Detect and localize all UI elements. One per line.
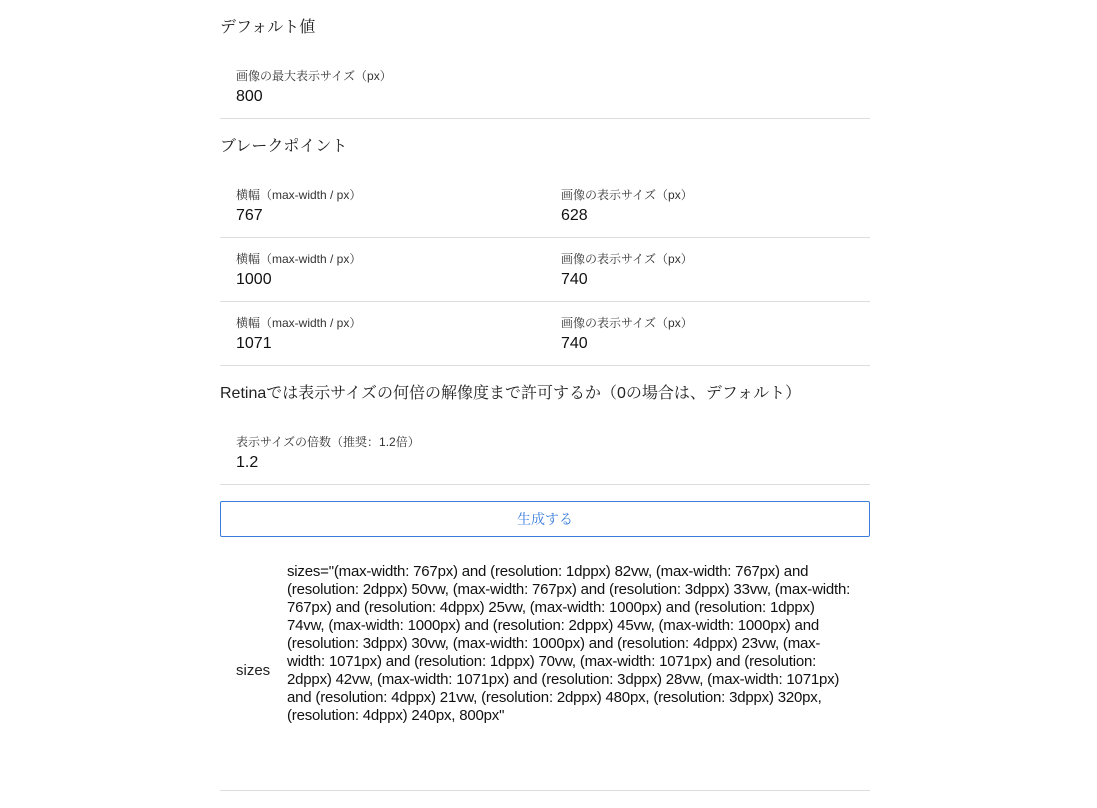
- width-label: 横幅（max-width / px）: [236, 188, 362, 202]
- settings-form: [220, 0, 870, 537]
- max-size-field: [220, 55, 870, 119]
- size-label: 画像の表示サイズ（px）: [561, 188, 693, 202]
- size-label: 画像の表示サイズ（px）: [561, 252, 693, 266]
- output-textarea[interactable]: sizes="(max-width: 767px) and (resolution: 1dppx) 82vw, (max-width: 767px) and (resolution: 2dppx) 50vw, (max-width: 767px) and (resolution: 3dppx) 33vw, (max-width: 767px) and (resolution: 4dppx) 25vw, (max-width: 1000px) and (resolution: 1dppx) 74vw, (max-width: 1000px) and (resolution: 2dppx) 45vw, (max-width: 1000px) and (resolution: 3dppx) 30vw, (max-width: 1000px) and (resolution: 4dppx) 23vw, (max-width: 1071px) and (resolution: 1dppx) 70vw, (max-width: 1071px) and (resolution: 2dppx) 42vw, (max-width: 1071px) and (resolution: 3dppx) 28vw, (max-width: 1071px) and (resolution: 4dppx) 21vw, (resolution: 2dppx) 480px, (resolution: 3dppx) 320px, (resolution: 4dppx) 240px, 800px": [287, 563, 851, 724]
- output-label: sizes: [236, 662, 271, 679]
- defaults-heading: デフォルト値: [220, 19, 316, 36]
- max-size-input[interactable]: [236, 88, 516, 106]
- breakpoint-row: [220, 238, 870, 302]
- size-input[interactable]: [561, 271, 841, 289]
- breakpoints-heading: ブレークポイント: [220, 138, 348, 155]
- size-label: 画像の表示サイズ（px）: [561, 316, 693, 330]
- max-size-label: 画像の最大表示サイズ（px）: [236, 69, 392, 83]
- width-label: 横幅（max-width / px）: [236, 316, 362, 330]
- size-input[interactable]: [561, 207, 841, 225]
- width-input[interactable]: [236, 335, 516, 353]
- retina-input[interactable]: [236, 454, 516, 472]
- retina-heading: Retinaでは表示サイズの何倍の解像度まで許可するか（0の場合は、デフォルト）: [220, 385, 802, 402]
- generate-button[interactable]: 生成する: [220, 501, 870, 537]
- output-section: [220, 550, 870, 791]
- retina-field: [220, 421, 870, 485]
- breakpoint-row: [220, 302, 870, 366]
- width-input[interactable]: [236, 271, 516, 289]
- retina-label: 表示サイズの倍数（推奨：1.2倍）: [236, 435, 420, 449]
- width-label: 横幅（max-width / px）: [236, 252, 362, 266]
- size-input[interactable]: [561, 335, 841, 353]
- breakpoint-row: [220, 174, 870, 238]
- width-input[interactable]: [236, 207, 516, 225]
